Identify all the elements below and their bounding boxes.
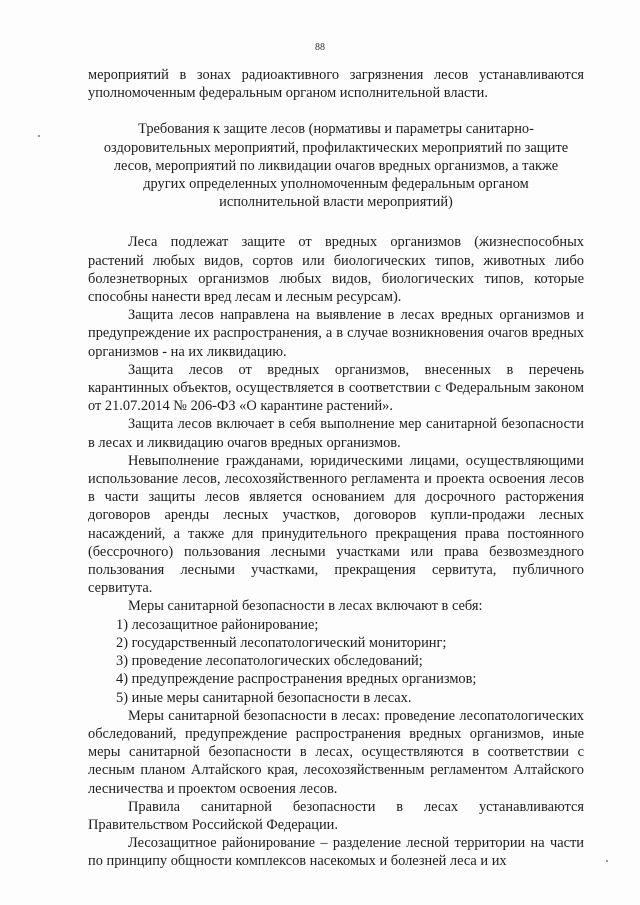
paragraph-continued: мероприятий в зонах радиоактивного загрязнения лесов устанавливаются уполномоченным федеральным органом исполнительной власти. bbox=[88, 67, 584, 102]
paragraph: Меры санитарной безопасности в лесах включают в себя: bbox=[128, 598, 483, 615]
paragraph: Невыполнение гражданами, юридическими лицами, осуществляющими использование лесов, лесохозяйственного регламента и проекта освоения лесов в части защиты лесов является основанием для досрочного расторжения договоров аренды лесных участков, договоров купли-продажи лесных насаждений, а также для принудительного прекращения права постоянного (бессрочного) пользования лесными участками или права безвозмездного пользования лесными участками, прекращения сервитута, публичного сервитута. bbox=[88, 452, 584, 597]
scan-speck bbox=[606, 860, 608, 862]
heading-line: Требования к защите лесов (нормативы и параметры санитарно- bbox=[138, 121, 534, 138]
measures-list bbox=[88, 616, 584, 707]
document-body bbox=[88, 66, 584, 871]
list-item: 5) иные меры санитарной безопасности в лесах. bbox=[116, 689, 412, 706]
heading-line: исполнительной власти мероприятий) bbox=[219, 194, 453, 211]
paragraph: Защита лесов направлена на выявление в лесах вредных организмов и предупреждение их распространения, а в случае возникновения очагов вредных организмов - на их ликвидацию. bbox=[88, 307, 584, 360]
heading-line: лесов, мероприятий по ликвидации очагов вредных организмов, а также bbox=[113, 157, 559, 174]
paragraph: Защита лесов включает в себя выполнение мер санитарной безопасности в лесах и ликвидацию очагов вредных организмов. bbox=[88, 416, 584, 451]
list-item: 1) лесозащитное районирование; bbox=[116, 616, 319, 633]
paragraph: Защита лесов от вредных организмов, внесенных в перечень карантинных объектов, осуществляется в соответствии с Федеральным законом от 21.07.2014 № 206-ФЗ «О карантине растений». bbox=[88, 361, 584, 415]
page-number: 88 bbox=[315, 42, 325, 53]
paragraph: Лесозащитное районирование – разделение лесной территории на части по принципу общности комплексов насекомых и болезней леса и их bbox=[88, 835, 584, 870]
paragraph: Правила санитарной безопасности в лесах устанавливаются Правительством Российской Федерации. bbox=[88, 798, 584, 833]
heading-line: других определенных уполномоченным федеральным органом bbox=[143, 176, 529, 193]
heading-line: оздоровительных мероприятий, профилактических мероприятий по защите bbox=[103, 139, 569, 156]
paragraph: Леса подлежат защите от вредных организмов (жизнеспособных растений любых видов, сортов или биологических типов, животных либо болезнетворных организмов любых видов, биологических типов, которые способны нанести вред лесам и лесным ресурсам). bbox=[88, 234, 584, 306]
section-heading bbox=[88, 120, 584, 211]
list-item: 3) проведение лесопатологических обследований; bbox=[116, 653, 423, 670]
list-item: 2) государственный лесопатологический мониторинг; bbox=[116, 634, 447, 651]
paragraph: Меры санитарной безопасности в лесах: проведение лесопатологических обследований, предупреждение распространения вредных организмов, иные меры санитарной безопасности в лесах, осуществляются в соответствии с лесным планом Алтайского края, лесохозяйственным регламентом Алтайского лесничества и проектом освоения лесов. bbox=[88, 707, 584, 797]
list-item: 4) предупреждение распространения вредных организмов; bbox=[116, 671, 477, 688]
scan-speck bbox=[38, 135, 40, 137]
